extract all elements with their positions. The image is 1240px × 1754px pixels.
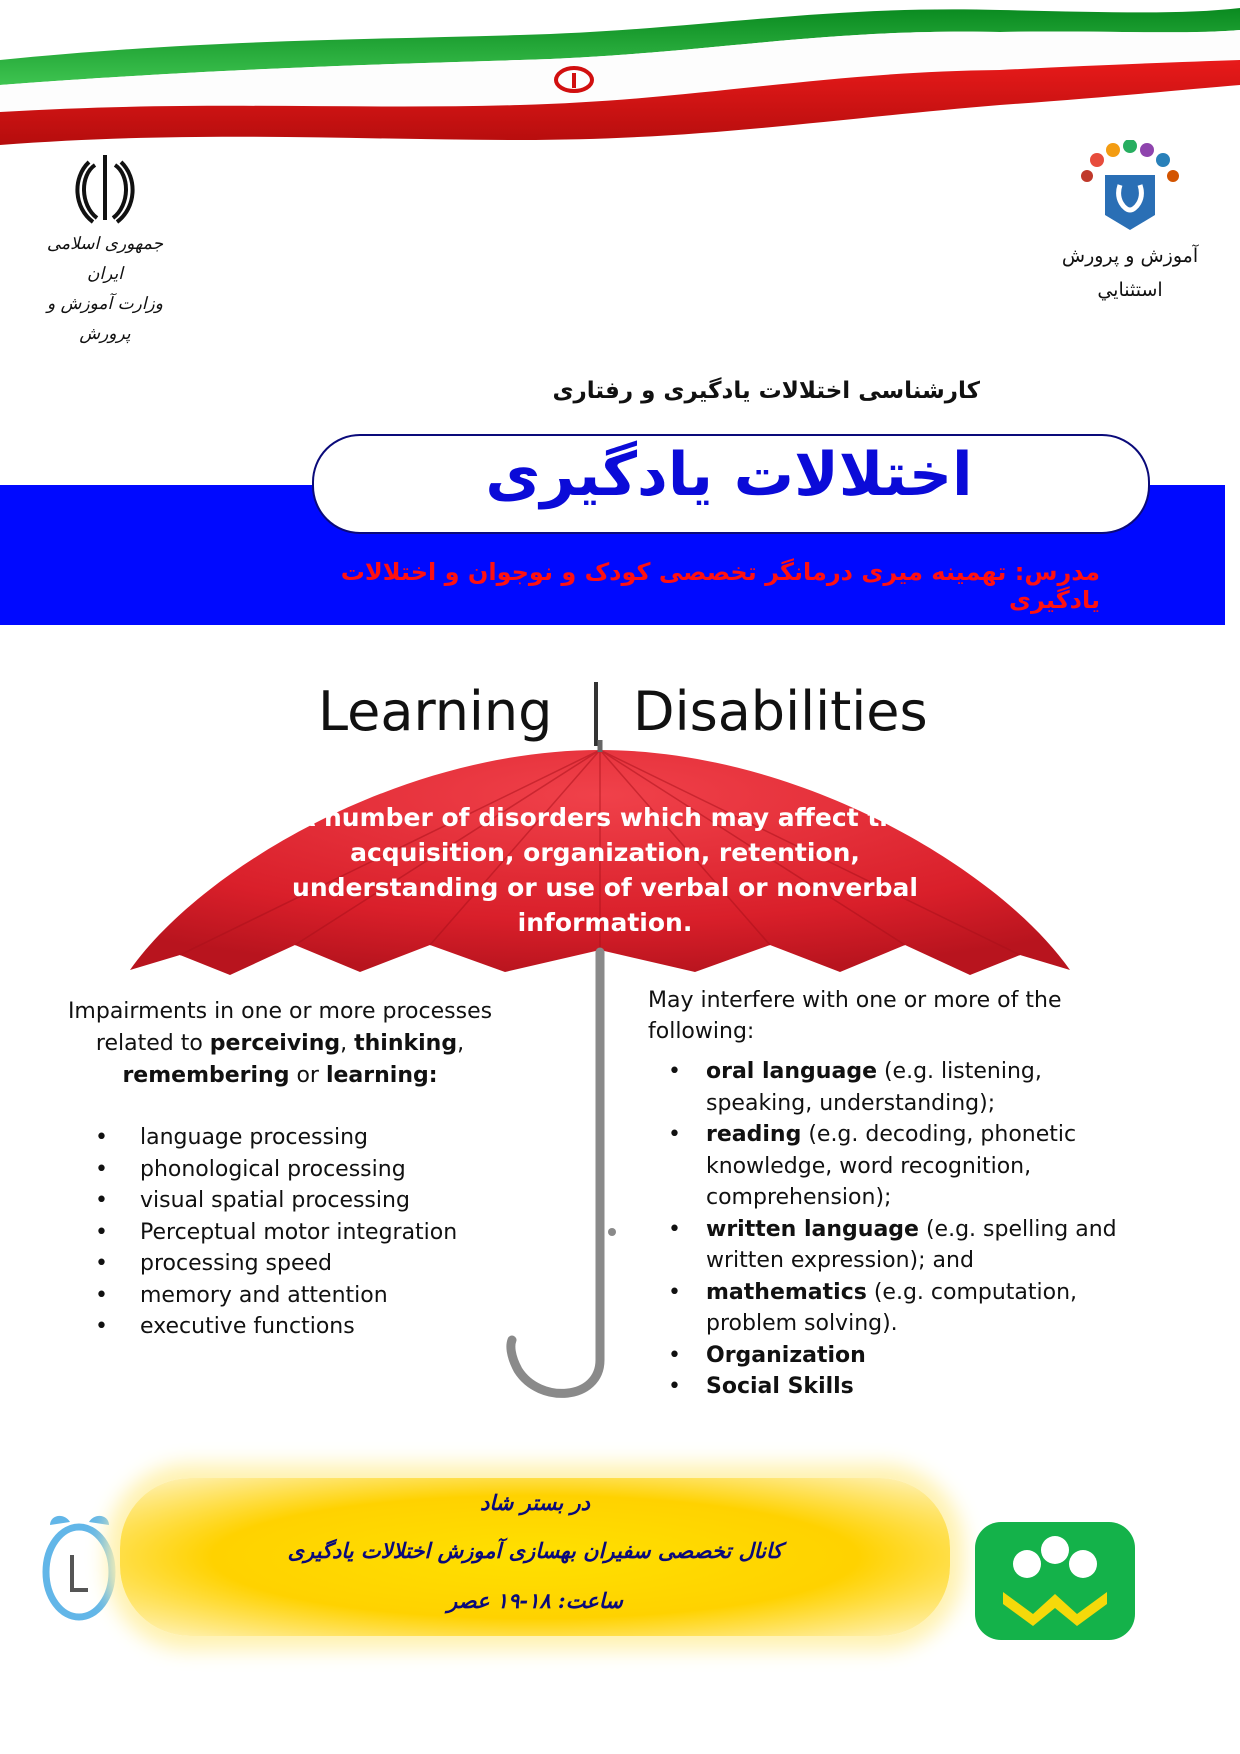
alarm-clock-icon: [42, 1510, 117, 1622]
list-item: • executive functions: [95, 1311, 457, 1343]
footer-line2: کانال تخصصی سفیران بهسازی آموزش اختلالات یادگیری: [287, 1538, 783, 1563]
list-item: [668, 1340, 1138, 1372]
item-bold: oral language: [706, 1059, 877, 1084]
page-title: اختلالات یادگیری: [485, 440, 973, 510]
flag-ribbon: [0, 0, 1240, 160]
item-rest: (e.g. decoding, phonetic knowledge, word recognition, comprehension);: [706, 1122, 1077, 1210]
left-intro-sep3: or: [289, 1063, 326, 1088]
heading-separator: [594, 682, 598, 746]
right-intro: May interfere with one or more of the following:: [648, 988, 1062, 1044]
logo-line1: آموزش و پرورش: [1061, 245, 1199, 267]
definition-text: A number of disorders which may affect the acquisition, organization, retention, understanding or use of verbal or nonverbal information.: [292, 803, 918, 937]
education-logo-icon: [1075, 140, 1185, 235]
item-bold: Social Skills: [706, 1374, 854, 1399]
shad-app-icon: [975, 1522, 1135, 1640]
list-item: [668, 1214, 1138, 1277]
iran-emblem: [40, 150, 170, 344]
list-item: • Perceptual motor integration: [95, 1217, 457, 1249]
item-bold: reading: [706, 1122, 802, 1147]
item-bold: Organization: [706, 1342, 866, 1368]
item-bold: written language: [706, 1216, 919, 1242]
footer-line3: ساعت: ۱۸-۱۹ عصر: [447, 1588, 623, 1613]
emblem-line2: وزارت آموزش و پرورش: [47, 294, 163, 344]
left-intro-bold-thinking: thinking: [354, 1031, 458, 1056]
list-item: • phonological processing: [95, 1154, 457, 1186]
left-intro-sep2: ,: [457, 1031, 465, 1056]
item-bold: mathematics: [706, 1279, 867, 1305]
left-list: [95, 1122, 457, 1343]
item-rest: (e.g. computation, problem solving).: [706, 1279, 1078, 1336]
heading-learning: Learning: [318, 680, 553, 743]
left-intro: [45, 996, 515, 1092]
item-rest: (e.g. listening, speaking, understanding);: [706, 1059, 1042, 1116]
left-intro-bold-learning: learning:: [325, 1063, 438, 1088]
emblem-icon: [75, 150, 135, 225]
list-item: • memory and attention: [95, 1280, 457, 1312]
heading-disabilities: Disabilities: [633, 680, 928, 743]
list-item: • visual spatial processing: [95, 1185, 457, 1217]
subtitle: کارشناسی اختلالات یادگیری و رفتاری: [552, 378, 980, 404]
left-intro-bold-perceiving: perceiving: [209, 1031, 341, 1056]
list-item: • language processing: [95, 1122, 457, 1154]
special-education-logo: [1050, 140, 1210, 315]
list-item: [668, 1277, 1138, 1340]
left-intro-bold-remembering: remembering: [122, 1063, 290, 1088]
list-item: [668, 1056, 1138, 1119]
right-list: [668, 1056, 1138, 1403]
item-rest: (e.g. spelling and written expression); and: [706, 1216, 1117, 1273]
list-item: [668, 1371, 1138, 1403]
left-intro-sep1: ,: [340, 1031, 355, 1056]
left-intro-text: Impairments in one or more processes related to: [67, 999, 493, 1056]
list-item: [668, 1119, 1138, 1214]
list-item: • processing speed: [95, 1248, 457, 1280]
logo-line2: استثنايي: [1097, 279, 1163, 301]
footer-box: [120, 1478, 950, 1636]
footer-line1: در بستر شاد: [480, 1490, 590, 1515]
emblem-line1: جمهوری اسلامی ایران: [46, 234, 164, 284]
teacher-line: مدرس: تهمینه میری درمانگر تخصصی کودک و نوجوان و اختلالات یادگیری: [340, 558, 1100, 614]
